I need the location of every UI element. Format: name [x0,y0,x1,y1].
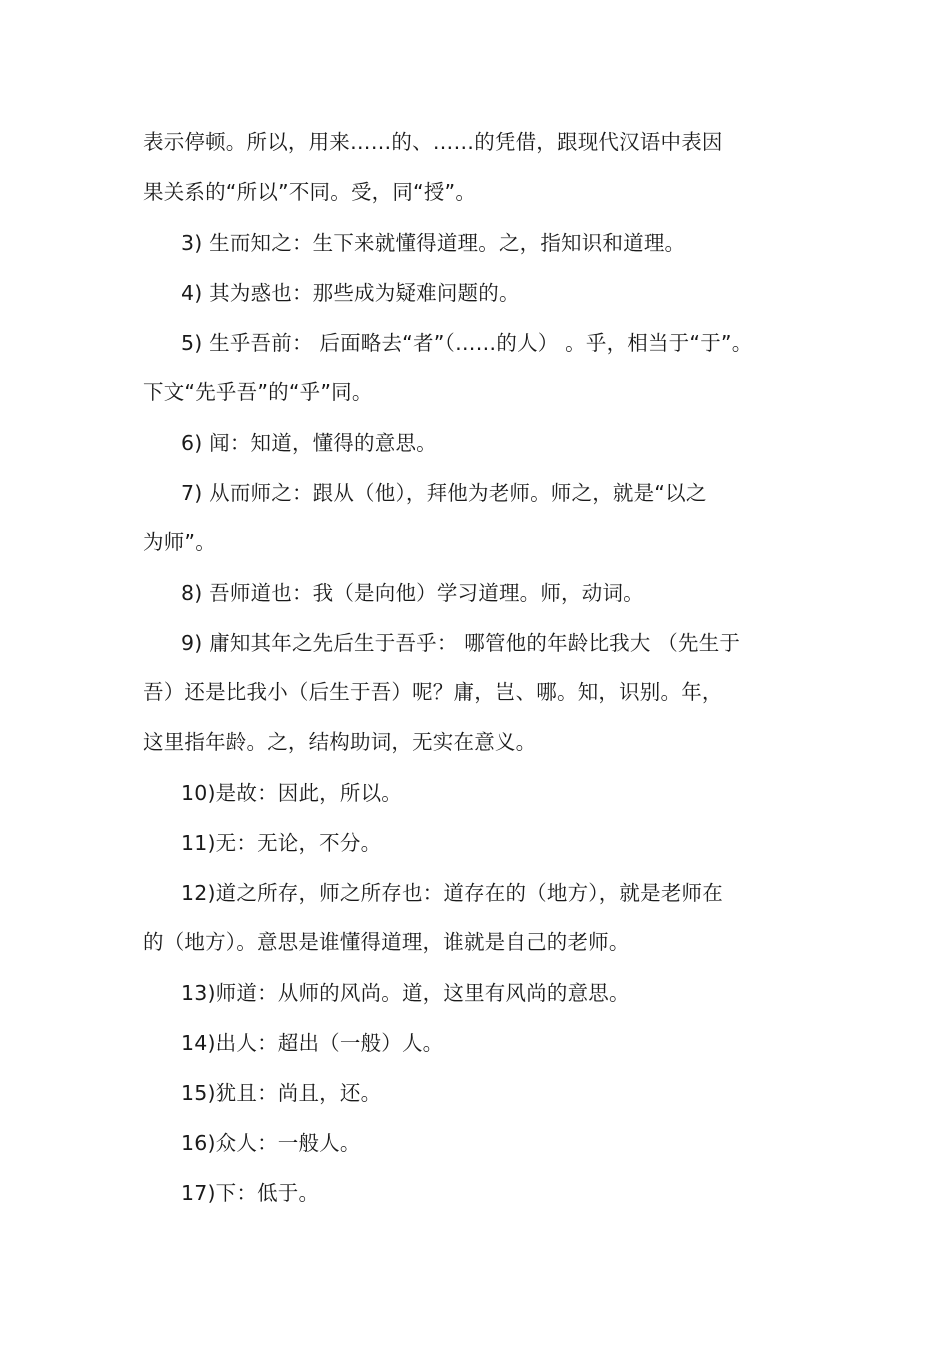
note-item-14: 14)出人：超出（一般）人。 [181,1031,444,1055]
note-item-17: 17)下：低于。 [181,1181,320,1205]
note-item-6: 6) 闻：知道，懂得的意思。 [181,431,437,455]
text-line: 表示停顿。所以，用来……的、……的凭借，跟现代汉语中表因 [143,130,723,154]
note-item-8: 8) 吾师道也：我（是向他）学习道理。师，动词。 [181,581,644,605]
note-item-15: 15)犹且：尚且，还。 [181,1081,382,1105]
note-item-12: 12)道之所存，师之所存也：道存在的（地方），就是老师在 [181,881,723,905]
note-item-16: 16)众人：一般人。 [181,1131,361,1155]
note-item-3: 3) 生而知之：生下来就懂得道理。之，指知识和道理。 [181,231,686,255]
text-line: 果关系的“所以”不同。受，同“授”。 [143,180,477,204]
text-line: 的（地方）。意思是谁懂得道理，谁就是自己的老师。 [143,930,630,954]
note-item-5: 5) 生乎吾前： 后面略去“者”（……的人） 。乎，相当于“于”。 [181,331,753,355]
note-item-4: 4) 其为惑也：那些成为疑难问题的。 [181,281,520,305]
note-item-9: 9) 庸知其年之先后生于吾乎： 哪管他的年龄比我大 （先生于 [181,631,741,655]
text-line: 下文“先乎吾”的“乎”同。 [143,380,373,404]
text-line: 为师”。 [143,530,216,554]
note-item-11: 11)无：无论，不分。 [181,831,382,855]
text-line: 吾）还是比我小（后生于吾）呢？庸，岂、哪。知，识别。年， [143,680,723,704]
note-item-13: 13)师道：从师的风尚。道，这里有风尚的意思。 [181,981,630,1005]
note-item-10: 10)是故：因此，所以。 [181,781,402,805]
text-line: 这里指年龄。之，结构助词，无实在意义。 [143,730,537,754]
note-item-7: 7) 从而师之：跟从（他），拜他为老师。师之，就是“以之 [181,481,707,505]
